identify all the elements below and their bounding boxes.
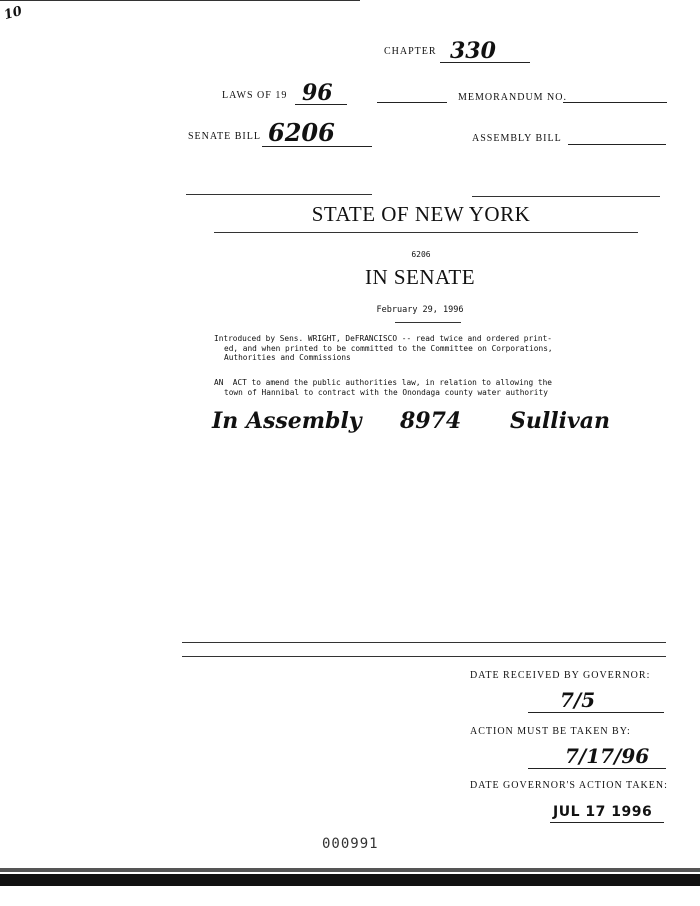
taken-value-stamp: JUL 17 1996 — [553, 804, 653, 820]
received-value: 7/5 — [560, 688, 596, 712]
laws-underline — [295, 104, 347, 105]
laws-label: LAWS OF 19 — [222, 90, 288, 101]
chapter-value: 330 — [450, 38, 496, 64]
intro-paragraph — [214, 334, 654, 363]
intro-line: ed, and when printed to be committed to the Committee on Corporations, — [224, 343, 553, 353]
chapter-underline — [440, 62, 530, 63]
separator-left — [186, 194, 372, 195]
chapter-label: CHAPTER — [384, 46, 437, 57]
action-underline — [528, 768, 666, 769]
intro-line: Introduced by Sens. WRIGHT, DeFRANCISCO -- read twice and ordered print- — [214, 334, 552, 343]
intro-line: Authorities and Commissions — [224, 353, 351, 362]
handwritten-in-assembly: In Assembly — [212, 408, 362, 434]
laws-blank-line — [377, 102, 447, 103]
bill-number: 6206 — [411, 250, 431, 259]
senate-bill-underline — [262, 146, 372, 147]
handwritten-assembly-number: 8974 — [400, 408, 462, 434]
state-title-rule — [214, 232, 638, 233]
action-value: 7/17/96 — [565, 744, 650, 768]
top-edge-line — [0, 0, 360, 1]
chamber-title: IN SENATE — [364, 265, 476, 289]
lower-rule-1 — [182, 642, 666, 643]
date-rule — [395, 322, 461, 323]
senate-bill-label: SENATE BILL — [188, 131, 261, 142]
memo-underline — [563, 102, 667, 103]
page-number: 000991 — [322, 836, 379, 852]
lower-rule-2 — [182, 656, 666, 657]
act-line: town of Hannibal to contract with the Onondaga county water authority — [224, 388, 548, 397]
bill-date: February 29, 1996 — [376, 305, 464, 315]
bottom-scan-bar — [0, 874, 700, 886]
bottom-scan-line — [0, 868, 700, 872]
separator-right — [472, 196, 660, 197]
taken-underline — [550, 822, 664, 823]
handwritten-sponsor: Sullivan — [510, 408, 610, 434]
senate-bill-value: 6206 — [268, 118, 335, 147]
action-label: ACTION MUST BE TAKEN BY: — [470, 726, 631, 737]
corner-mark: 10 — [2, 3, 24, 24]
assembly-bill-label: ASSEMBLY BILL — [472, 133, 562, 144]
assembly-bill-underline — [568, 144, 666, 145]
taken-label: DATE GOVERNOR'S ACTION TAKEN: — [470, 780, 668, 791]
act-paragraph — [214, 378, 654, 398]
memo-label: MEMORANDUM NO. — [458, 92, 568, 103]
act-line: AN ACT to amend the public authorities law, in relation to allowing the — [214, 378, 552, 387]
received-label: DATE RECEIVED BY GOVERNOR: — [470, 670, 651, 681]
state-title: STATE OF NEW YORK — [311, 202, 531, 226]
received-underline — [528, 712, 664, 713]
laws-value: 96 — [302, 80, 333, 106]
